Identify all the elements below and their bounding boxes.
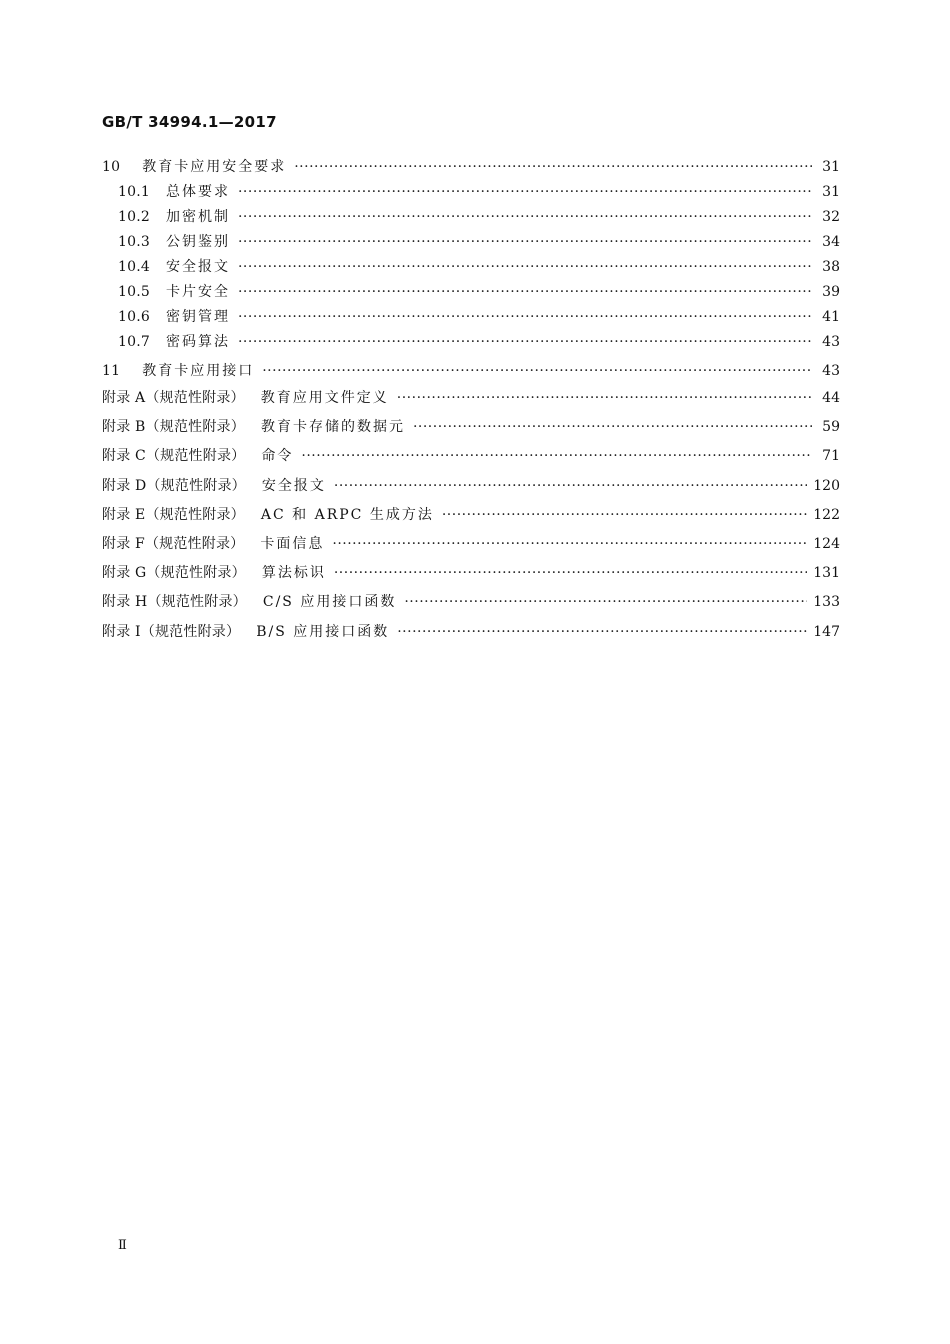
toc-dot-leader [238, 255, 812, 280]
toc-entry-10-4[interactable] [102, 255, 840, 280]
toc-page-number: 59 [822, 419, 840, 436]
toc-entry-appendix-g[interactable] [102, 559, 840, 588]
toc-title: 安全报文 [261, 477, 326, 494]
toc-number: 附录 C（规范性附录） [102, 448, 246, 465]
table-of-contents [102, 155, 840, 647]
toc-dot-leader [413, 413, 812, 442]
toc-title: C/S 应用接口函数 [262, 594, 397, 611]
toc-number: 10.1 [118, 184, 150, 200]
toc-dot-leader [334, 472, 807, 501]
toc-entry-appendix-f[interactable] [102, 530, 840, 559]
toc-entry-appendix-d[interactable] [102, 472, 840, 501]
toc-entry-10-3[interactable] [102, 230, 840, 255]
toc-number: 10.4 [118, 259, 150, 275]
toc-number: 10.7 [118, 334, 150, 350]
toc-dot-leader [238, 180, 812, 205]
toc-dot-leader [238, 330, 812, 355]
toc-title: 安全报文 [165, 259, 230, 275]
toc-dot-leader [301, 442, 812, 471]
toc-page-number: 133 [813, 594, 840, 611]
toc-entry-11[interactable] [102, 359, 840, 384]
toc-number: 附录 A（规范性附录） [102, 390, 245, 406]
toc-dot-leader [238, 205, 812, 230]
toc-page-number: 44 [822, 390, 840, 406]
toc-number: 10.6 [118, 309, 150, 325]
document-id: GB/T 34994.1—2017 [102, 113, 277, 131]
toc-dot-leader [397, 384, 812, 413]
toc-entry-appendix-i[interactable] [102, 618, 840, 647]
toc-title: 教育卡应用接口 [142, 363, 255, 379]
toc-title: AC 和 ARPC 生成方法 [260, 506, 434, 523]
toc-page-number: 71 [822, 448, 840, 465]
toc-title: 教育卡存储的数据元 [260, 419, 405, 436]
toc-entry-10-5[interactable] [102, 280, 840, 305]
toc-number: 附录 E（规范性附录） [102, 506, 245, 523]
toc-dot-leader [334, 559, 807, 588]
toc-number: 11 [102, 363, 121, 379]
toc-page-number: 41 [822, 309, 840, 325]
toc-number: 10.3 [118, 234, 150, 250]
toc-dot-leader [238, 230, 812, 255]
toc-title: 密码算法 [165, 334, 230, 350]
toc-number: 附录 F（规范性附录） [102, 535, 245, 552]
toc-page-number: 31 [822, 184, 840, 200]
toc-dot-leader [238, 305, 812, 330]
toc-number: 10.5 [118, 284, 150, 300]
toc-page-number: 124 [813, 535, 840, 552]
toc-title: 加密机制 [165, 209, 230, 225]
toc-page-number: 32 [822, 209, 840, 225]
toc-title: 卡面信息 [260, 535, 325, 552]
toc-entry-appendix-e[interactable] [102, 501, 840, 530]
toc-entry-10-6[interactable] [102, 305, 840, 330]
toc-dot-leader [404, 588, 807, 617]
toc-number: 附录 H（规范性附录） [102, 594, 247, 611]
toc-page-number: 131 [813, 565, 840, 582]
toc-entry-10-1[interactable] [102, 180, 840, 205]
toc-dot-leader [238, 280, 812, 305]
toc-number: 附录 I（规范性附录） [102, 623, 241, 640]
toc-number: 附录 G（规范性附录） [102, 565, 246, 582]
toc-entry-appendix-h[interactable] [102, 588, 840, 617]
toc-title: 教育应用文件定义 [260, 390, 389, 406]
toc-dot-leader [262, 359, 812, 384]
toc-title: 卡片安全 [165, 284, 230, 300]
toc-page-number: 122 [813, 506, 840, 523]
toc-page-number: 147 [813, 623, 840, 640]
toc-title: 密钥管理 [165, 309, 230, 325]
toc-entry-appendix-c[interactable] [102, 442, 840, 471]
toc-page-number: 38 [822, 259, 840, 275]
toc-number: 附录 B（规范性附录） [102, 419, 245, 436]
toc-page-number: 43 [822, 363, 840, 379]
toc-dot-leader [397, 618, 807, 647]
toc-title: 命令 [261, 448, 294, 465]
toc-entry-10-7[interactable] [102, 330, 840, 355]
toc-page-number: 43 [822, 334, 840, 350]
toc-page-number: 120 [813, 477, 840, 494]
toc-number: 10 [102, 159, 121, 175]
toc-entry-10-2[interactable] [102, 205, 840, 230]
toc-dot-leader [442, 501, 807, 530]
toc-dot-leader [294, 155, 812, 180]
toc-page-number: 31 [822, 159, 840, 175]
toc-page-number: 39 [822, 284, 840, 300]
toc-title: 算法标识 [261, 565, 326, 582]
toc-number: 附录 D（规范性附录） [102, 477, 246, 494]
toc-entry-appendix-b[interactable] [102, 413, 840, 442]
toc-title: B/S 应用接口函数 [256, 623, 390, 640]
page-folio: Ⅱ [118, 1238, 127, 1253]
toc-title: 公钥鉴别 [165, 234, 230, 250]
toc-title: 教育卡应用安全要求 [142, 159, 287, 175]
toc-number: 10.2 [118, 209, 150, 225]
toc-entry-10[interactable] [102, 155, 840, 180]
toc-page-number: 34 [822, 234, 840, 250]
toc-entry-appendix-a[interactable] [102, 384, 840, 413]
toc-title: 总体要求 [165, 184, 230, 200]
toc-dot-leader [332, 530, 807, 559]
